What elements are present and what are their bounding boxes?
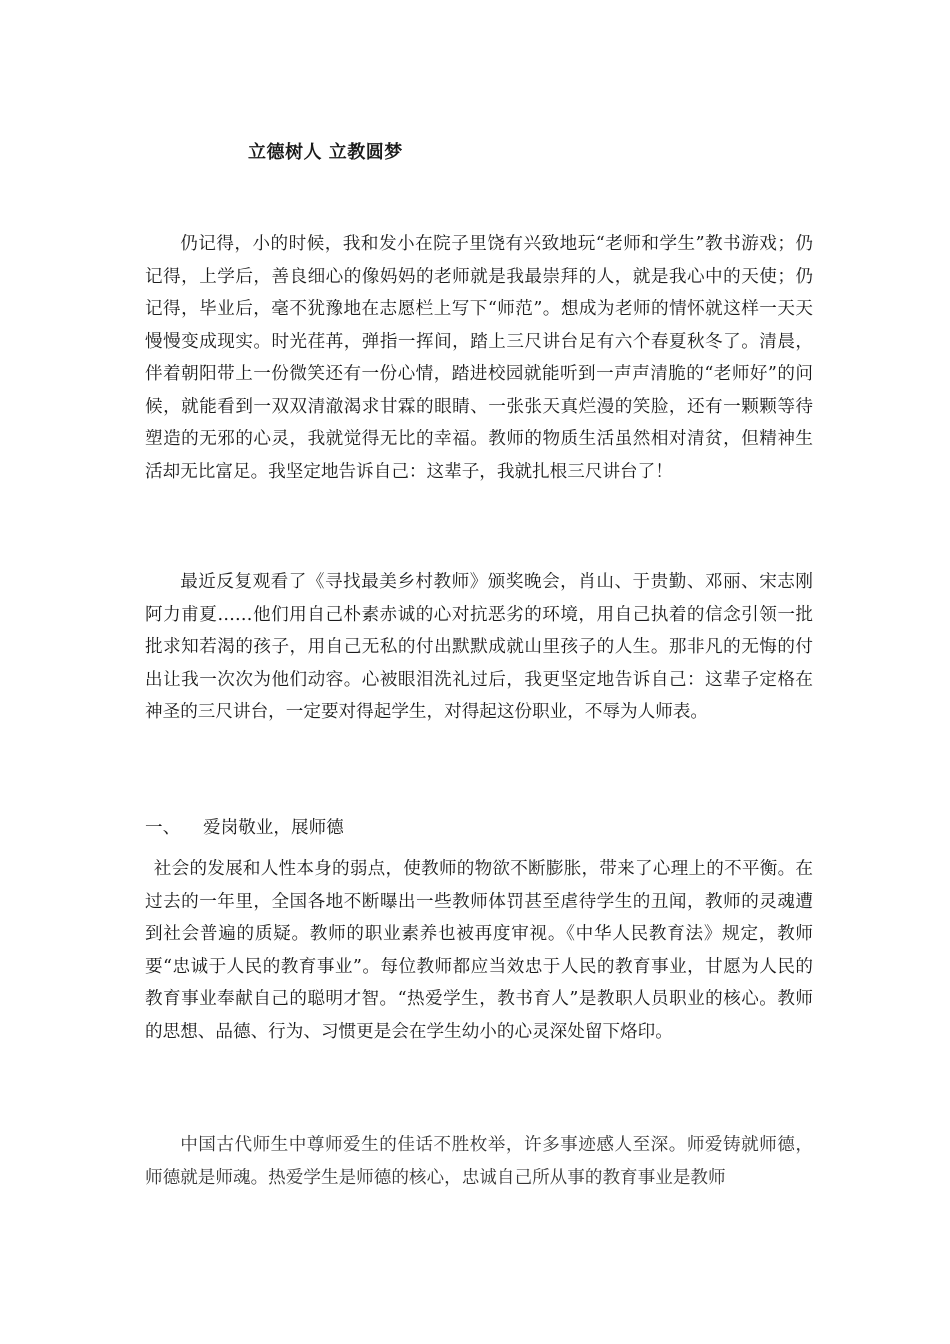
section-heading [145, 812, 344, 844]
paragraph-rural-teachers: 最近反复观看了《寻找最美乡村教师》颁奖晚会，肖山、于贵勤、邓丽、宋志刚阿力甫夏……他们用自己朴素赤诚的心对抗恶劣的环境，用自己执着的信念引领一批批求知若渴的孩子，用自己无私的付出默默成就山里孩子的人生。那非凡的无悔的付出让我一次次为他们动容。心被眼泪洗礼过后，我更坚定地告诉自己：这辈子定格在神圣的三尺讲台，一定要对得起学生，对得起这份职业，不辱为人师表。 [145, 572, 813, 722]
paragraph-teacher-ethics: 社会的发展和人性本身的弱点，使教师的物欲不断膨胀，带来了心理上的不平衡。在过去的一年里，全国各地不断曝出一些教师体罚甚至虐待学生的丑闻，教师的灵魂遭到社会普遍的质疑。教师的职业素养也被再度审视。《中华人民教育法》规定，教师要“忠诚于人民的教育事业”。每位教师都应当效忠于人民的教育事业，甘愿为人民的教育事业奉献自己的聪明才智。“热爱学生，教书育人”是教职人员职业的核心。教师的思想、品德、行为、习惯更是会在学生幼小的心灵深处留下烙印。 [145, 859, 813, 1042]
document-title: 立德树人 立教圆梦 [248, 142, 403, 163]
section-title: 爱岗敬业，展师德 [203, 818, 344, 838]
paragraph-ancient-teachers: 中国古代师生中尊师爱生的佳话不胜枚举，许多事迹感人至深。师爱铸就师德，师德就是师魂。热爱学生是师德的核心，忠诚自己所从事的教育事业是教师 [145, 1135, 813, 1188]
paragraph-childhood-memories: 仍记得，小的时候，我和发小在院子里饶有兴致地玩“老师和学生”教书游戏；仍记得，上学后，善良细心的像妈妈的老师就是我最崇拜的人，就是我心中的天使；仍记得，毕业后，毫不犹豫地在志愿栏上写下“师范”。想成为老师的情怀就这样一天天慢慢变成现实。时光荏苒，弹指一挥间，踏上三尺讲台足有六个春夏秋冬了。清晨，伴着朝阳带上一份微笑还有一份心情，踏进校园就能听到一声声清脆的“老师好”的问候，就能看到一双双清澈渴求甘霖的眼睛、一张张天真烂漫的笑脸，还有一颗颗等待塑造的无邪的心灵，我就觉得无比的幸福。教师的物质生活虽然相对清贫，但精神生活却无比富足。我坚定地告诉自己：这辈子，我就扎根三尺讲台了！ [145, 234, 813, 482]
section-number: 一、 [145, 818, 181, 838]
